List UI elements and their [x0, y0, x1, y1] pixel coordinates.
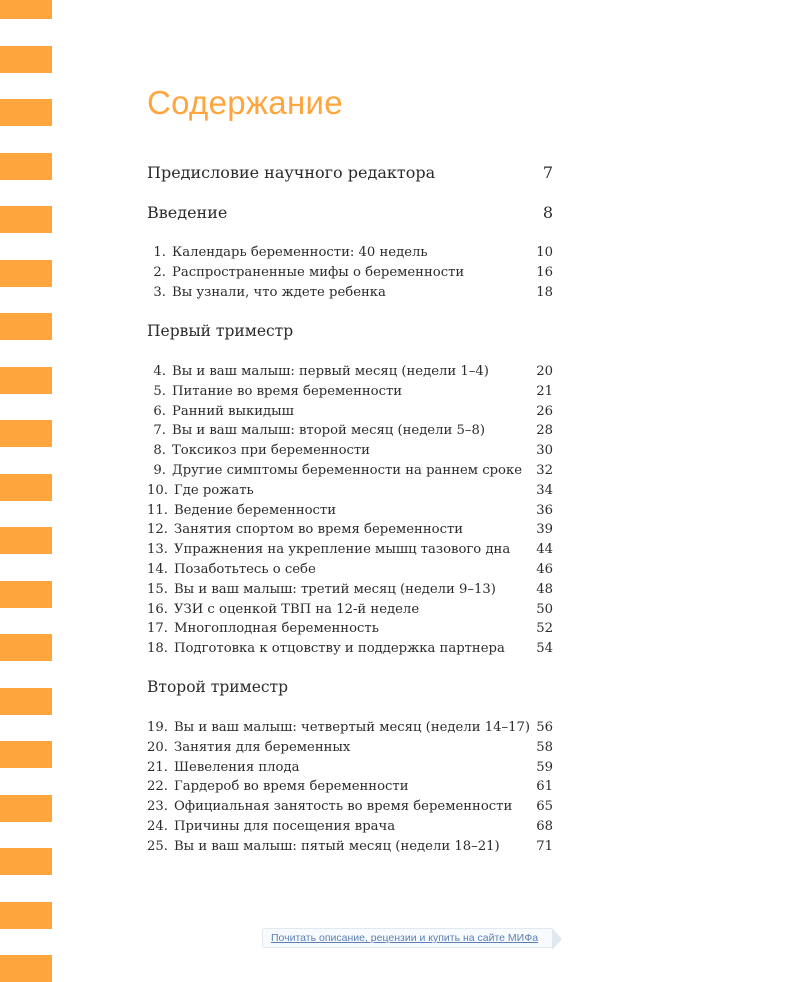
toc-entry[interactable] [147, 441, 553, 460]
stripe-decoration [0, 313, 52, 340]
chapter-label: Упражнения на укрепление мышц тазового дна [173, 542, 511, 558]
chapter-page: 16 [536, 265, 553, 280]
chapter-label: Ведение беременности [173, 502, 337, 518]
chapter-page: 58 [536, 739, 553, 755]
chapter-number: 11. [147, 502, 168, 518]
chapter-page: 52 [536, 621, 553, 637]
chapter-page: 54 [536, 641, 553, 657]
chapter-number: 10. [147, 482, 168, 498]
toc-entry-title [147, 263, 464, 282]
chapter-page: 59 [536, 759, 553, 775]
toc-entry-title [147, 758, 299, 777]
toc-entry-foreword[interactable] [147, 163, 553, 182]
chapter-page: 18 [536, 285, 553, 300]
chapter-label: Вы и ваш малыш: первый месяц (недели 1–4) [172, 364, 489, 379]
toc-entry[interactable] [147, 600, 553, 619]
stripe-decoration [0, 0, 52, 19]
chapter-page: 46 [536, 562, 553, 577]
toc-entry[interactable] [147, 481, 553, 500]
chapter-label: Распространенные мифы о беременности [172, 265, 465, 280]
stripe-decoration [0, 367, 52, 394]
toc-entry[interactable] [147, 619, 553, 638]
chapter-label: Вы и ваш малыш: третий месяц (недели 9–13) [173, 581, 496, 597]
stripe-decoration [0, 527, 52, 554]
toc-entry[interactable] [147, 283, 553, 302]
toc-entry[interactable] [147, 817, 553, 836]
toc-entry[interactable] [147, 501, 553, 520]
chapter-label: Вы и ваш малыш: четвертый месяц (недели 14–17) [173, 720, 530, 735]
chapter-number: 23. [147, 799, 168, 815]
chapter-number: 15. [147, 581, 168, 597]
chapter-number: 2. [153, 265, 166, 280]
toc-entry[interactable] [147, 797, 553, 816]
chapter-number: 5. [153, 383, 166, 399]
toc-entry-title [147, 520, 463, 539]
toc-entry-introduction[interactable] [147, 203, 553, 222]
chapter-number: 13. [147, 542, 168, 558]
stripe-decoration [0, 206, 52, 233]
decorative-stripes [0, 0, 52, 980]
chapter-number: 22. [147, 779, 168, 795]
chapter-label: Официальная занятость во время беременности [173, 799, 513, 815]
toc-entry-title [147, 441, 370, 460]
toc-entry-title [147, 738, 350, 757]
toc-entry-title [147, 817, 395, 836]
chapter-page: 21 [536, 383, 553, 399]
toc-entry[interactable] [147, 243, 553, 262]
stripe-decoration [0, 688, 52, 715]
toc-entry-title [147, 777, 409, 796]
chapter-page: 34 [536, 482, 553, 498]
stripe-decoration [0, 955, 52, 982]
chapter-label: Причины для посещения врача [173, 819, 396, 834]
stripe-decoration [0, 420, 52, 447]
chapter-number: 18. [147, 641, 168, 657]
chapter-page: 32 [536, 463, 553, 478]
chapter-page: 26 [536, 403, 553, 419]
chapter-label: Подготовка к отцовству и поддержка партнера [173, 641, 505, 657]
chapter-number: 19. [147, 720, 168, 735]
chapter-page: 50 [536, 601, 553, 617]
chapter-page: 30 [536, 443, 553, 459]
chapter-label: Вы узнали, что ждете ребенка [172, 285, 386, 300]
chapter-label: Питание во время беременности [172, 383, 403, 399]
stripe-decoration [0, 902, 52, 929]
chapter-number: 25. [147, 838, 168, 854]
toc-entry-title [147, 283, 386, 302]
toc-entry-title [147, 600, 419, 619]
toc-entry-page: 8 [542, 203, 553, 222]
chapter-number: 8. [153, 443, 166, 459]
chapter-label: Где рожать [173, 482, 254, 498]
chapter-page: 61 [536, 779, 553, 795]
chapter-page: 36 [536, 502, 553, 518]
toc-entry[interactable] [147, 560, 553, 579]
toc-entry-label: Предисловие научного редактора [147, 163, 436, 182]
section-heading-first-trimester: Первый триместр [147, 322, 294, 340]
stripe-decoration [0, 795, 52, 822]
chapter-page: 71 [536, 838, 553, 854]
chapter-label: Другие симптомы беременности на раннем сроке [172, 463, 523, 478]
stripe-decoration [0, 99, 52, 126]
toc-entry-title [147, 639, 505, 658]
chapter-page: 48 [536, 581, 553, 597]
chapter-page: 10 [536, 245, 553, 260]
toc-entry-title [147, 580, 496, 599]
stripe-decoration [0, 153, 52, 180]
stripe-decoration [0, 848, 52, 875]
chapter-label: Вы и ваш малыш: пятый месяц (недели 18–21) [173, 838, 500, 854]
chapter-number: 16. [147, 601, 168, 617]
section-heading-second-trimester: Второй триместр [147, 678, 289, 696]
chapter-label: Шевеления плода [173, 759, 300, 775]
chapter-number: 7. [153, 423, 166, 439]
stripe-decoration [0, 581, 52, 608]
toc-entry[interactable] [147, 639, 553, 658]
stripe-decoration [0, 46, 52, 73]
toc-entry-title [147, 402, 294, 421]
toc-entry[interactable] [147, 540, 553, 559]
chapter-page: 39 [536, 522, 553, 538]
toc-entry[interactable] [147, 837, 553, 856]
chapter-label: УЗИ с оценкой ТВП на 12-й неделе [173, 601, 420, 617]
chapter-number: 20. [147, 739, 168, 755]
toc-entry-title [147, 619, 379, 638]
stripe-decoration [0, 741, 52, 768]
chapter-number: 6. [153, 403, 166, 419]
chapter-number: 21. [147, 759, 168, 775]
chapter-number: 14. [147, 562, 168, 577]
toc-entry[interactable] [147, 758, 553, 777]
toc-entry-title [147, 362, 489, 381]
toc-entry[interactable] [147, 461, 553, 480]
toc-entry-title [147, 421, 485, 440]
chapter-label: Ранний выкидыш [172, 403, 294, 419]
chapter-label: Занятия для беременных [173, 739, 351, 755]
toc-entry-page: 7 [542, 163, 553, 182]
toc-entry[interactable] [147, 402, 553, 421]
chapter-label: Календарь беременности: 40 недель [172, 245, 428, 260]
toc-entry-title [147, 461, 522, 480]
chapter-number: 24. [147, 819, 168, 834]
chapter-label: Многоплодная беременность [173, 621, 379, 637]
toc-entry-title [147, 481, 254, 500]
toc-entry-title [147, 382, 402, 401]
chapter-label: Вы и ваш малыш: второй месяц (недели 5–8) [172, 423, 485, 439]
toc-entry-title [147, 540, 510, 559]
buy-on-mif-link[interactable]: Почитать описание, рецензии и купить на сайте МИФа [262, 928, 552, 948]
chapter-page: 65 [536, 799, 553, 815]
chapter-number: 12. [147, 522, 168, 538]
stripe-decoration [0, 634, 52, 661]
toc-entry[interactable] [147, 421, 553, 440]
chapter-label: Позаботьтесь о себе [173, 562, 316, 577]
toc-entry-title [147, 501, 336, 520]
chapter-label: Гардероб во время беременности [173, 779, 409, 795]
chapter-number: 4. [153, 364, 166, 379]
chapter-number: 17. [147, 621, 168, 637]
chapter-page: 56 [536, 720, 553, 735]
stripe-decoration [0, 474, 52, 501]
chapter-page: 28 [536, 423, 553, 439]
toc-entry[interactable] [147, 263, 553, 282]
toc-entry-title [147, 837, 500, 856]
toc-entry-title [147, 243, 428, 262]
footer-link-container [262, 926, 552, 948]
page-title: Содержание [147, 84, 343, 121]
toc-entry[interactable] [147, 580, 553, 599]
chapter-label: Токсикоз при беременности [172, 443, 370, 459]
toc-entry[interactable] [147, 777, 553, 796]
toc-entry[interactable] [147, 382, 553, 401]
toc-entry-title [147, 797, 512, 816]
stripe-decoration [0, 260, 52, 287]
toc-entry[interactable] [147, 520, 553, 539]
chapter-label: Занятия спортом во время беременности [173, 522, 464, 538]
chapter-page: 44 [536, 542, 553, 558]
chapter-number: 3. [153, 285, 166, 300]
chapter-page: 68 [536, 819, 553, 834]
toc-entry-title [147, 718, 530, 737]
toc-entry[interactable] [147, 362, 553, 381]
chapter-page: 20 [536, 364, 553, 379]
toc-entry[interactable] [147, 718, 553, 737]
toc-entry[interactable] [147, 738, 553, 757]
chapter-number: 1. [153, 245, 166, 260]
toc-entry-title [147, 560, 316, 579]
chapter-number: 9. [153, 463, 166, 478]
toc-entry-label: Введение [147, 203, 228, 222]
